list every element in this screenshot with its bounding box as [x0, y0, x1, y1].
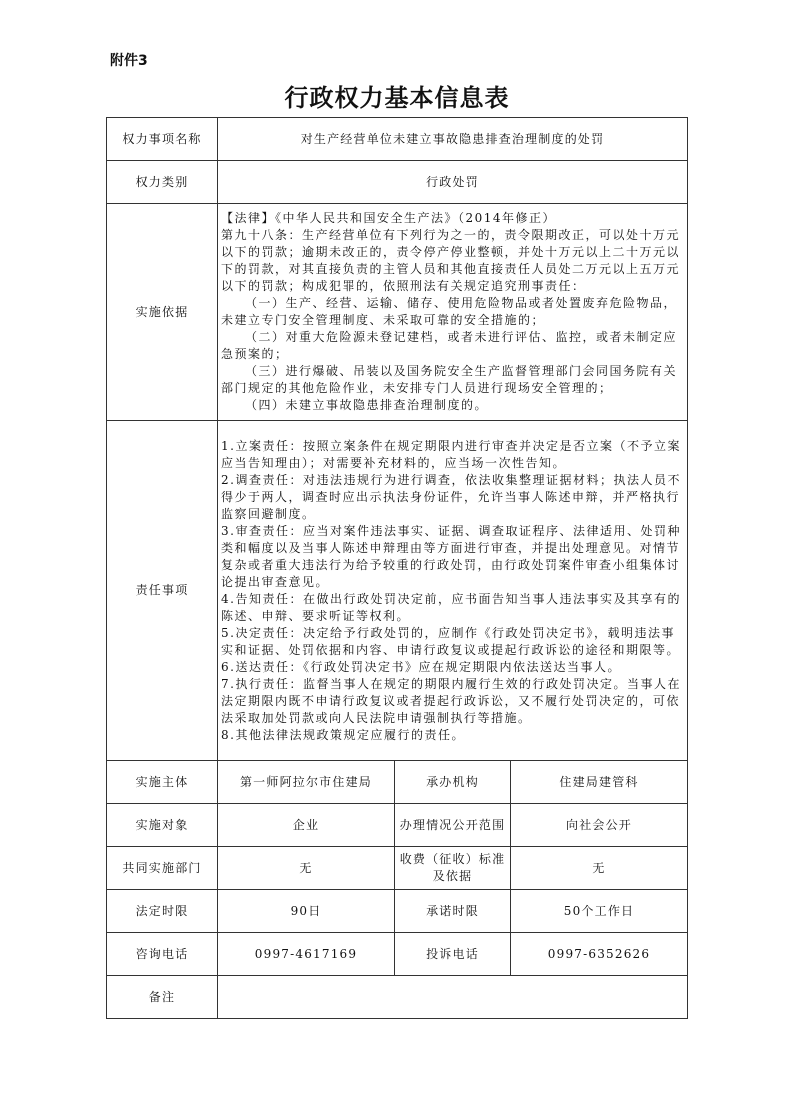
duty-item-4: 4.告知责任：在做出行政处罚决定前，应书面告知当事人违法事实及其享有的陈述、申辩、要求听证等权利。	[221, 591, 681, 623]
info-table	[106, 117, 688, 1019]
duty-item-3: 3.审查责任：应当对案件违法事实、证据、调查取证程序、法律适用、处罚种类和幅度以及当事人陈述申辩理由等方面进行审查，并提出处理意见。对情节复杂或者重大违法行为给予较重的行政处罚，由行政处罚案件审查小组集体讨论提出审查意见。	[221, 523, 681, 589]
row-time-limit	[107, 890, 688, 933]
value-handling-agency: 住建局建管科	[511, 761, 688, 804]
label-basis: 实施依据	[107, 204, 218, 421]
row-duties	[107, 421, 688, 761]
label-power-category: 权力类别	[107, 161, 218, 204]
label-legal-time-limit: 法定时限	[107, 890, 218, 933]
duty-item-6: 6.送达责任：《行政处罚决定书》应在规定期限内依法送达当事人。	[221, 659, 621, 674]
value-complaint-phone: 0997-6352626	[511, 933, 688, 976]
row-target	[107, 804, 688, 847]
duty-item-8: 8.其他法律法规政策规定应履行的责任。	[221, 727, 465, 742]
row-remark	[107, 976, 688, 1019]
label-consult-phone: 咨询电话	[107, 933, 218, 976]
duty-item-5: 5.决定责任：决定给予行政处罚的，应制作《行政处罚决定书》，载明违法事实和证据、处罚依据和内容、申请行政复议或提起行政诉讼的途径和期限等。	[221, 625, 681, 657]
label-fee-standard: 收费（征收）标准及依据	[395, 847, 511, 890]
value-basis	[218, 204, 688, 421]
label-handling-agency: 承办机构	[395, 761, 511, 804]
row-basis	[107, 204, 688, 421]
row-subject	[107, 761, 688, 804]
page-title: 行政权力基本信息表	[284, 83, 510, 112]
duty-item-1: 1.立案责任：按照立案条件在规定期限内进行审查并决定是否立案（不予立案应当告知理由）；对需要补充材料的，应当场一次性告知。	[221, 438, 681, 470]
basis-item-3: （三）进行爆破、吊装以及国务院安全生产监督管理部门会同国务院有关部门规定的其他危险作业，未安排专门人员进行现场安全管理的；	[221, 364, 678, 395]
duty-item-2: 2.调查责任：对违法违规行为进行调查，依法收集整理证据材料；执法人员不得少于两人，调查时应出示执法身份证件，允许当事人陈述申辩，并严格执行监察回避制度。	[221, 472, 681, 521]
row-power-name	[107, 118, 688, 161]
value-subject: 第一师阿拉尔市住建局	[218, 761, 395, 804]
label-target: 实施对象	[107, 804, 218, 847]
value-fee-standard: 无	[511, 847, 688, 890]
value-consult-phone: 0997-4617169	[218, 933, 395, 976]
value-joint-department: 无	[218, 847, 395, 890]
value-power-name: 对生产经营单位未建立事故隐患排查治理制度的处罚	[218, 118, 688, 161]
row-joint	[107, 847, 688, 890]
value-power-category: 行政处罚	[218, 161, 688, 204]
label-joint-department: 共同实施部门	[107, 847, 218, 890]
basis-item-4: （四）未建立事故隐患排查治理制度的。	[245, 398, 489, 412]
label-promised-time-limit: 承诺时限	[395, 890, 511, 933]
label-subject: 实施主体	[107, 761, 218, 804]
row-power-category	[107, 161, 688, 204]
basis-item-1: （一）生产、经营、运输、储存、使用危险物品或者处置废弃危险物品，未建立专门安全管理制度、未采取可靠的安全措施的；	[221, 296, 678, 327]
basis-law-title: 【法律】《中华人民共和国安全生产法》（2014年修正）	[221, 211, 557, 225]
label-complaint-phone: 投诉电话	[395, 933, 511, 976]
label-duties: 责任事项	[107, 421, 218, 761]
basis-item-2: （二）对重大危险源未登记建档，或者未进行评估、监控，或者未制定应急预案的；	[221, 330, 678, 361]
value-remark	[218, 976, 688, 1019]
attachment-label: 附件3	[110, 53, 148, 69]
row-phone	[107, 933, 688, 976]
basis-article: 第九十八条：生产经营单位有下列行为之一的，责令限期改正，可以处十万元以下的罚款；逾期未改正的，责令停产停业整顿，并处十万元以上二十万元以下的罚款，对其直接负责的主管人员和其他直接责任人员处二万元以上五万元以下的罚款；构成犯罪的，依照刑法有关规定追究刑事责任：	[221, 228, 681, 293]
value-target: 企业	[218, 804, 395, 847]
value-legal-time-limit: 90日	[218, 890, 395, 933]
label-power-name: 权力事项名称	[107, 118, 218, 161]
label-disclosure-scope: 办理情况公开范围	[395, 804, 511, 847]
value-promised-time-limit: 50个工作日	[511, 890, 688, 933]
value-disclosure-scope: 向社会公开	[511, 804, 688, 847]
duty-item-7: 7.执行责任：监督当事人在规定的期限内履行生效的行政处罚决定。当事人在法定期限内既不申请行政复议或者提起行政诉讼，又不履行处罚决定的，可依法采取加处罚款或向人民法院申请强制执行等措施。	[221, 676, 681, 725]
label-remark: 备注	[107, 976, 218, 1019]
value-duties	[218, 421, 688, 761]
